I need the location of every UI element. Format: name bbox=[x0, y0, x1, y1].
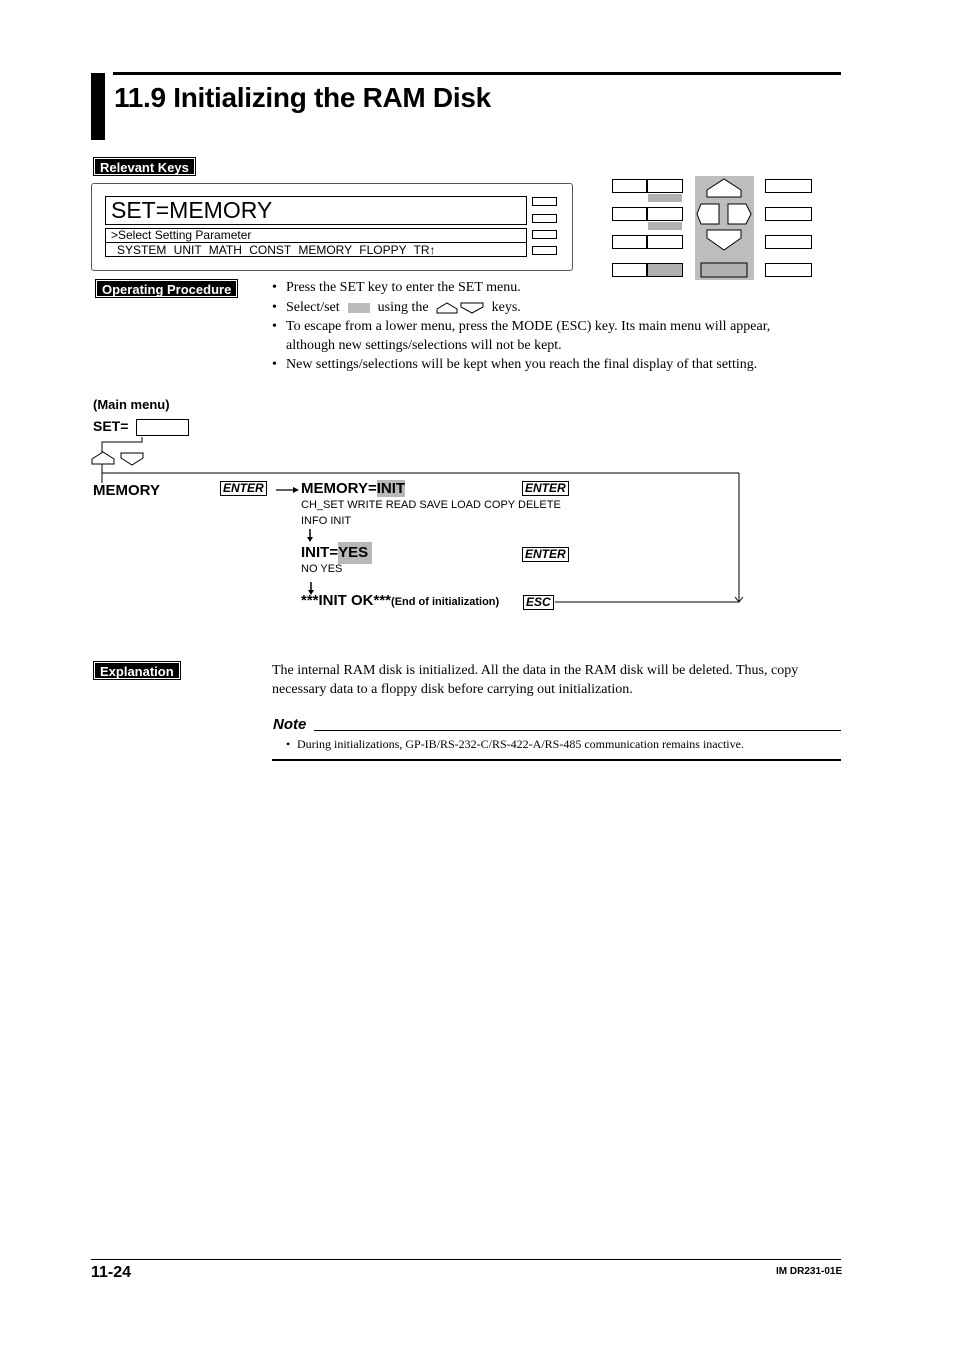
bullet-mark: • bbox=[272, 300, 277, 315]
init-ok-text: ***INIT OK*** bbox=[301, 592, 392, 609]
key-r2c4[interactable] bbox=[765, 207, 812, 221]
title-side-bar bbox=[91, 73, 105, 140]
init-ok-note: (End of initialization) bbox=[391, 596, 500, 608]
bullet-mark: • bbox=[272, 357, 277, 372]
shaded-key-swatch bbox=[348, 303, 370, 313]
enter-key-label-3: ENTER bbox=[522, 547, 569, 562]
footer-rule bbox=[91, 1259, 841, 1260]
key-r3c4[interactable] bbox=[765, 235, 812, 249]
lcd-menu-items: SYSTEM UNIT MATH CONST MEMORY FLOPPY TR↑ bbox=[117, 243, 436, 257]
soft-key-4[interactable] bbox=[532, 246, 557, 255]
down-key-icon bbox=[121, 453, 143, 465]
key-r2c2-shade bbox=[648, 222, 682, 230]
set-label: SET= bbox=[93, 418, 129, 434]
key-r2c2[interactable] bbox=[647, 207, 683, 221]
set-key[interactable] bbox=[647, 263, 683, 277]
up-key-icon bbox=[92, 452, 114, 464]
enter-key bbox=[701, 263, 747, 277]
memory-options-line2: INFO INIT bbox=[301, 515, 352, 527]
bullet-mark: • bbox=[272, 319, 277, 334]
soft-key-2[interactable] bbox=[532, 214, 557, 223]
note-top-rule bbox=[314, 730, 841, 731]
init-setting bbox=[301, 544, 372, 561]
key-r2c1[interactable] bbox=[612, 207, 647, 221]
soft-key-1[interactable] bbox=[532, 197, 557, 206]
lcd-main-text: SET=MEMORY bbox=[111, 197, 273, 223]
arrow-down-key-icon bbox=[707, 230, 741, 250]
arrow-keys[interactable] bbox=[695, 176, 754, 280]
keypad-panel bbox=[610, 176, 815, 280]
memory-setting-value: INIT bbox=[376, 480, 406, 497]
document-id: IM DR231-01E bbox=[776, 1266, 843, 1277]
procedure-item-2-middle: using the bbox=[377, 300, 429, 315]
key-r1c1[interactable] bbox=[612, 179, 647, 193]
flow-lines bbox=[90, 436, 750, 611]
init-options: NO YES bbox=[301, 563, 343, 575]
procedure-item-1: Press the SET key to enter the SET menu. bbox=[286, 280, 521, 295]
note-bottom-rule bbox=[272, 759, 841, 761]
note-bullet-mark: • bbox=[286, 737, 291, 751]
page-number: 11-24 bbox=[91, 1264, 132, 1281]
memory-label: MEMORY bbox=[93, 482, 160, 499]
memory-setting bbox=[301, 480, 405, 497]
key-r3c2[interactable] bbox=[647, 235, 683, 249]
enter-key-label-1: ENTER bbox=[220, 481, 267, 496]
relevant-keys-label: Relevant Keys bbox=[93, 157, 196, 176]
note-item: During initializations, GP-IB/RS-232-C/RS-422-A/RS-485 communication remains inactive. bbox=[297, 737, 744, 751]
explanation-text bbox=[272, 661, 798, 699]
key-r3c1[interactable] bbox=[612, 235, 647, 249]
procedure-item-3-line1: To escape from a lower menu, press the MODE (ESC) key. Its main menu will appear, bbox=[286, 319, 771, 334]
init-setting-value: YES bbox=[338, 542, 372, 564]
procedure-item-2-before: Select/set bbox=[286, 300, 340, 315]
explanation-line-1: The internal RAM disk is initialized. All the data in the RAM disk will be deleted. Thus, copy bbox=[272, 663, 799, 678]
procedure-item-4: New settings/selections will be kept when you reach the final display of that setting. bbox=[286, 357, 758, 372]
up-down-keys-icon bbox=[436, 301, 484, 315]
esc-key-label: ESC bbox=[523, 595, 554, 610]
lcd-guidance-text: >Select Setting Parameter bbox=[111, 228, 252, 242]
enter-key-label-2: ENTER bbox=[522, 481, 569, 496]
memory-setting-prefix: MEMORY= bbox=[301, 480, 377, 497]
operating-procedure-label: Operating Procedure bbox=[95, 279, 238, 298]
procedure-item-3-line2: although new settings/selections will not be kept. bbox=[286, 338, 562, 353]
init-setting-prefix: INIT= bbox=[301, 544, 339, 561]
key-r1c4[interactable] bbox=[765, 179, 812, 193]
key-r4c4[interactable] bbox=[765, 263, 812, 277]
title-rule bbox=[113, 72, 841, 75]
arrow-right-key-icon bbox=[728, 204, 751, 224]
soft-key-3[interactable] bbox=[532, 230, 557, 239]
procedure-item-2-after: keys. bbox=[491, 300, 521, 315]
arrow-up-key-icon bbox=[707, 179, 741, 197]
note-heading: Note bbox=[273, 716, 307, 733]
set-value-box bbox=[136, 419, 189, 436]
bullet-mark: • bbox=[272, 280, 277, 295]
explanation-line-2: necessary data to a floppy disk before carrying out initialization. bbox=[272, 682, 633, 697]
init-ok-message bbox=[301, 592, 499, 609]
memory-options-line1: CH_SET WRITE READ SAVE LOAD COPY DELETE bbox=[301, 499, 561, 511]
page-title: 11.9 Initializing the RAM Disk bbox=[114, 82, 491, 113]
procedure-item-2 bbox=[286, 298, 521, 317]
key-r4c1[interactable] bbox=[612, 263, 647, 277]
key-r1c2[interactable] bbox=[647, 179, 683, 193]
main-menu-label: (Main menu) bbox=[93, 397, 170, 412]
explanation-label: Explanation bbox=[93, 661, 181, 680]
arrow-left-key-icon bbox=[697, 204, 719, 224]
key-r1c2-shade bbox=[648, 194, 682, 202]
